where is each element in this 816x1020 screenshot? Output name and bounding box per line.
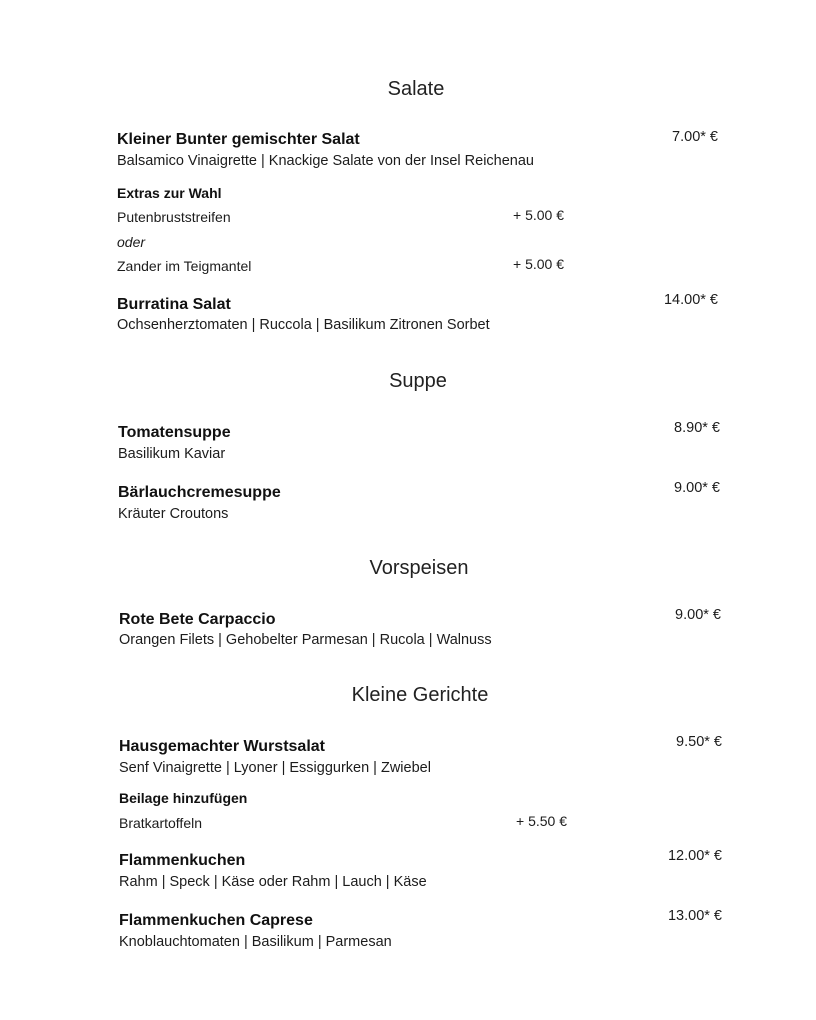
dish-name: Rote Bete Carpaccio [119, 611, 276, 628]
extra-price: + 5.50 € [516, 813, 567, 829]
dish-name: Kleiner Bunter gemischter Salat [117, 131, 360, 148]
dish-name: Hausgemachter Wurstsalat [119, 738, 325, 755]
dish-price: 7.00* € [672, 129, 718, 145]
extra-or-label: oder [117, 234, 146, 250]
extra-item: Putenbruststreifen [117, 209, 231, 225]
extras-label: Extras zur Wahl [117, 185, 222, 201]
dish-description: Basilikum Kaviar [118, 446, 226, 462]
extra-price: + 5.00 € [513, 207, 564, 223]
dish-name: Tomatensuppe [118, 424, 231, 441]
dish-name: Flammenkuchen Caprese [119, 912, 313, 929]
dish-price: 9.00* € [674, 480, 720, 496]
dish-description: Kräuter Croutons [118, 506, 229, 522]
dish-price: 8.90* € [674, 420, 720, 436]
dish-price: 14.00* € [663, 292, 718, 308]
dish-name: Bärlauchcremesuppe [118, 484, 281, 501]
dish-name: Flammenkuchen [119, 852, 246, 869]
dish-price: 13.00* € [667, 908, 722, 924]
section-title-kleine-gerichte: Kleine Gerichte [351, 684, 489, 706]
dish-description: Balsamico Vinaigrette | Knackige Salate von der Insel Reichenau [117, 153, 534, 169]
dish-description: Ochsenherztomaten | Ruccola | Basilikum Zitronen Sorbet [117, 317, 490, 333]
dish-description: Knoblauchtomaten | Basilikum | Parmesan [119, 934, 392, 950]
section-title-vorspeisen: Vorspeisen [369, 557, 469, 579]
extra-price: + 5.00 € [513, 256, 564, 272]
section-title-salate: Salate [387, 78, 445, 100]
dish-description: Rahm | Speck | Käse oder Rahm | Lauch | Käse [119, 874, 427, 890]
dish-description: Senf Vinaigrette | Lyoner | Essiggurken | Zwiebel [119, 760, 431, 776]
section-title-suppe: Suppe [389, 370, 447, 392]
dish-description: Orangen Filets | Gehobelter Parmesan | Rucola | Walnuss [119, 632, 492, 648]
dish-name: Burratina Salat [117, 296, 231, 313]
dish-price: 9.50* € [676, 734, 722, 750]
dish-price: 9.00* € [675, 607, 721, 623]
extra-item: Bratkartoffeln [119, 815, 203, 831]
dish-price: 12.00* € [667, 848, 722, 864]
extras-label: Beilage hinzufügen [119, 790, 248, 806]
extra-item: Zander im Teigmantel [117, 258, 252, 274]
